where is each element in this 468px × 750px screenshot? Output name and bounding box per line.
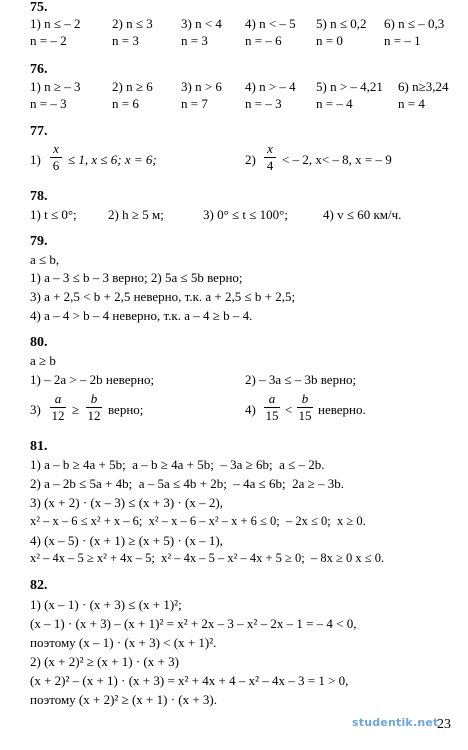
p77-b-denominator: 4 [266,158,274,173]
p75-r1-c4: 4) n < – 5 [245,16,296,31]
page-number: 23 [437,717,451,732]
p81-line-4: x² – x – 6 ≤ x² + x – 6; x² – x – 6 – x² – x + 6 ≤ 0; – 2x ≤ 0; x ≥ 0. [30,514,366,528]
p78-item-3: 3) 0° ≤ t ≤ 100°; [203,207,288,222]
p82-line-2: (x – 1) · (x + 3) – (x + 1)² = x² + 2x – 3 – x² – 2x – 1 = – 4 < 0, [30,616,357,631]
p80-3-frac-a [50,392,66,423]
p80-4-operator: < [285,402,293,417]
problem-81-number: 81. [30,439,48,454]
p76-r2-c6: n = 4 [398,96,425,111]
p75-r2-c6: n = – 1 [384,33,421,48]
p78-item-4: 4) v ≤ 60 км/ч. [323,207,402,222]
p77-a-prefix: 1) [30,152,41,167]
watermark: studentik.net [352,716,439,729]
problem-79-number: 79. [30,234,48,249]
p80-item-1: 1) – 2a > – 2b неверно; [30,372,155,387]
problem-78-number: 78. [30,189,48,204]
p77-a-fraction [50,142,62,173]
p75-r1-c3: 3) n < 4 [181,16,222,31]
p77-b-numerator: x [267,141,273,156]
p82-line-6: поэтому (x + 2)² ≥ (x + 1) · (x + 3). [30,692,218,707]
p77-a-denominator: 6 [52,158,60,173]
problem-76-number: 76. [30,62,48,77]
p75-r2-c3: n = 3 [181,33,208,48]
p75-r2-c4: n = – 6 [245,33,282,48]
problem-82-number: 82. [30,578,48,593]
p81-line-3: 3) (x + 2) · (x – 3) ≤ (x + 3) · (x – 2), [30,495,223,510]
p80-3-operator: ≥ [72,402,80,417]
p79-line-4: 4) a – 4 > b – 4 неверно, т.к. a – 4 ≥ b – 4. [30,308,253,323]
p76-r1-c6: 6) n≥3,24 [398,79,449,94]
p81-line-5: 4) (x – 5) · (x + 1) ≥ (x + 5) · (x – 1), [30,533,223,548]
p81-line-2: 2) a – 2b ≤ 5a + 4b; a – 5a ≤ 4b + 2b; – 4a ≤ 6b; 2a ≥ – 3b. [30,476,344,491]
p80-3-verdict: верно; [108,402,144,417]
p82-line-4: 2) (x + 2)² ≥ (x + 1) · (x + 3) [30,654,179,669]
p76-r2-c4: n = – 3 [245,96,282,111]
p81-line-1: 1) a – b ≥ 4a + 5b; a – b ≥ 4a + 5b; – 3a ≥ 6b; a ≤ – 2b. [30,457,325,472]
p80-4-den-a: 15 [265,408,279,423]
p80-3-num-b: b [90,391,98,406]
p76-r2-c5: n = – 4 [316,96,353,111]
p78-item-1: 1) t ≤ 0°; [30,207,77,222]
p75-r1-c5: 5) n ≤ 0,2 [316,16,367,31]
p75-r2-c5: n = 0 [316,33,343,48]
problem-77-number: 77. [30,124,48,139]
p76-r2-c3: n = 7 [181,96,208,111]
p77-b-rest: < – 2, x< – 8, x = – 9 [282,152,392,167]
p82-line-1: 1) (x – 1) · (x + 3) ≤ (x + 1)²; [30,597,182,612]
p77-a-rest: ≤ 1, x ≤ 6; x = 6; [68,152,157,167]
p75-r1-c6: 6) n ≤ – 0,3 [384,16,445,31]
p75-r2-c2: n = 3 [112,33,139,48]
p80-3-num-a: a [54,391,62,406]
p81-line-6: x² – 4x – 5 ≥ x² + 4x – 5; x² – 4x – 5 – x² – 4x + 5 ≥ 0; – 8x ≥ 0 x ≤ 0. [30,551,385,565]
p80-4-frac-b [297,392,313,423]
p80-4-num-b: b [301,391,309,406]
p79-line-1: a ≤ b, [30,252,60,267]
p80-item-3-prefix: 3) [30,402,41,417]
p80-item-2: 2) – 3a ≤ – 3b верно; [245,372,357,387]
p80-item-4-prefix: 4) [245,402,256,417]
p77-b-fraction [264,142,276,173]
p77-a-numerator: x [53,141,59,156]
p80-3-den-a: 12 [51,408,65,423]
p80-3-frac-b [86,392,102,423]
p75-r1-c2: 2) n ≤ 3 [112,16,153,31]
p76-r1-c4: 4) n > – 4 [245,79,296,94]
p76-r1-c5: 5) n > – 4,21 [316,79,383,94]
problem-75-number: 75. [30,0,48,15]
p75-r2-c1: n = – 2 [30,33,67,48]
p80-3-den-b: 12 [87,408,101,423]
p79-line-3: 3) a + 2,5 < b + 2,5 неверно, т.к. a + 2,5 ≤ b + 2,5; [30,289,296,304]
p82-line-3: поэтому (x – 1) · (x + 3) < (x + 1)². [30,635,217,650]
p80-line-0: a ≥ b [30,353,56,368]
p79-line-2: 1) a – 3 ≤ b – 3 верно; 2) 5a ≤ 5b верно; [30,270,243,285]
p80-4-verdict: неверно. [318,402,366,417]
p80-4-frac-a [264,392,280,423]
p76-r1-c3: 3) n > 6 [181,79,222,94]
p76-r1-c2: 2) n ≥ 6 [112,79,153,94]
p75-r1-c1: 1) n ≤ – 2 [30,16,81,31]
p76-r1-c1: 1) n ≥ – 3 [30,79,81,94]
p77-b-prefix: 2) [245,152,256,167]
p82-line-5: (x + 2)² – (x + 1) · (x + 3) = x² + 4x + 4 – x² – 4x – 3 = 1 > 0, [30,673,349,688]
p80-4-num-a: a [268,391,276,406]
p78-item-2: 2) h ≥ 5 м; [108,207,164,222]
p76-r2-c2: n = 6 [112,96,139,111]
p80-4-den-b: 15 [298,408,312,423]
problem-80-number: 80. [30,335,48,350]
p76-r2-c1: n = – 3 [30,96,67,111]
